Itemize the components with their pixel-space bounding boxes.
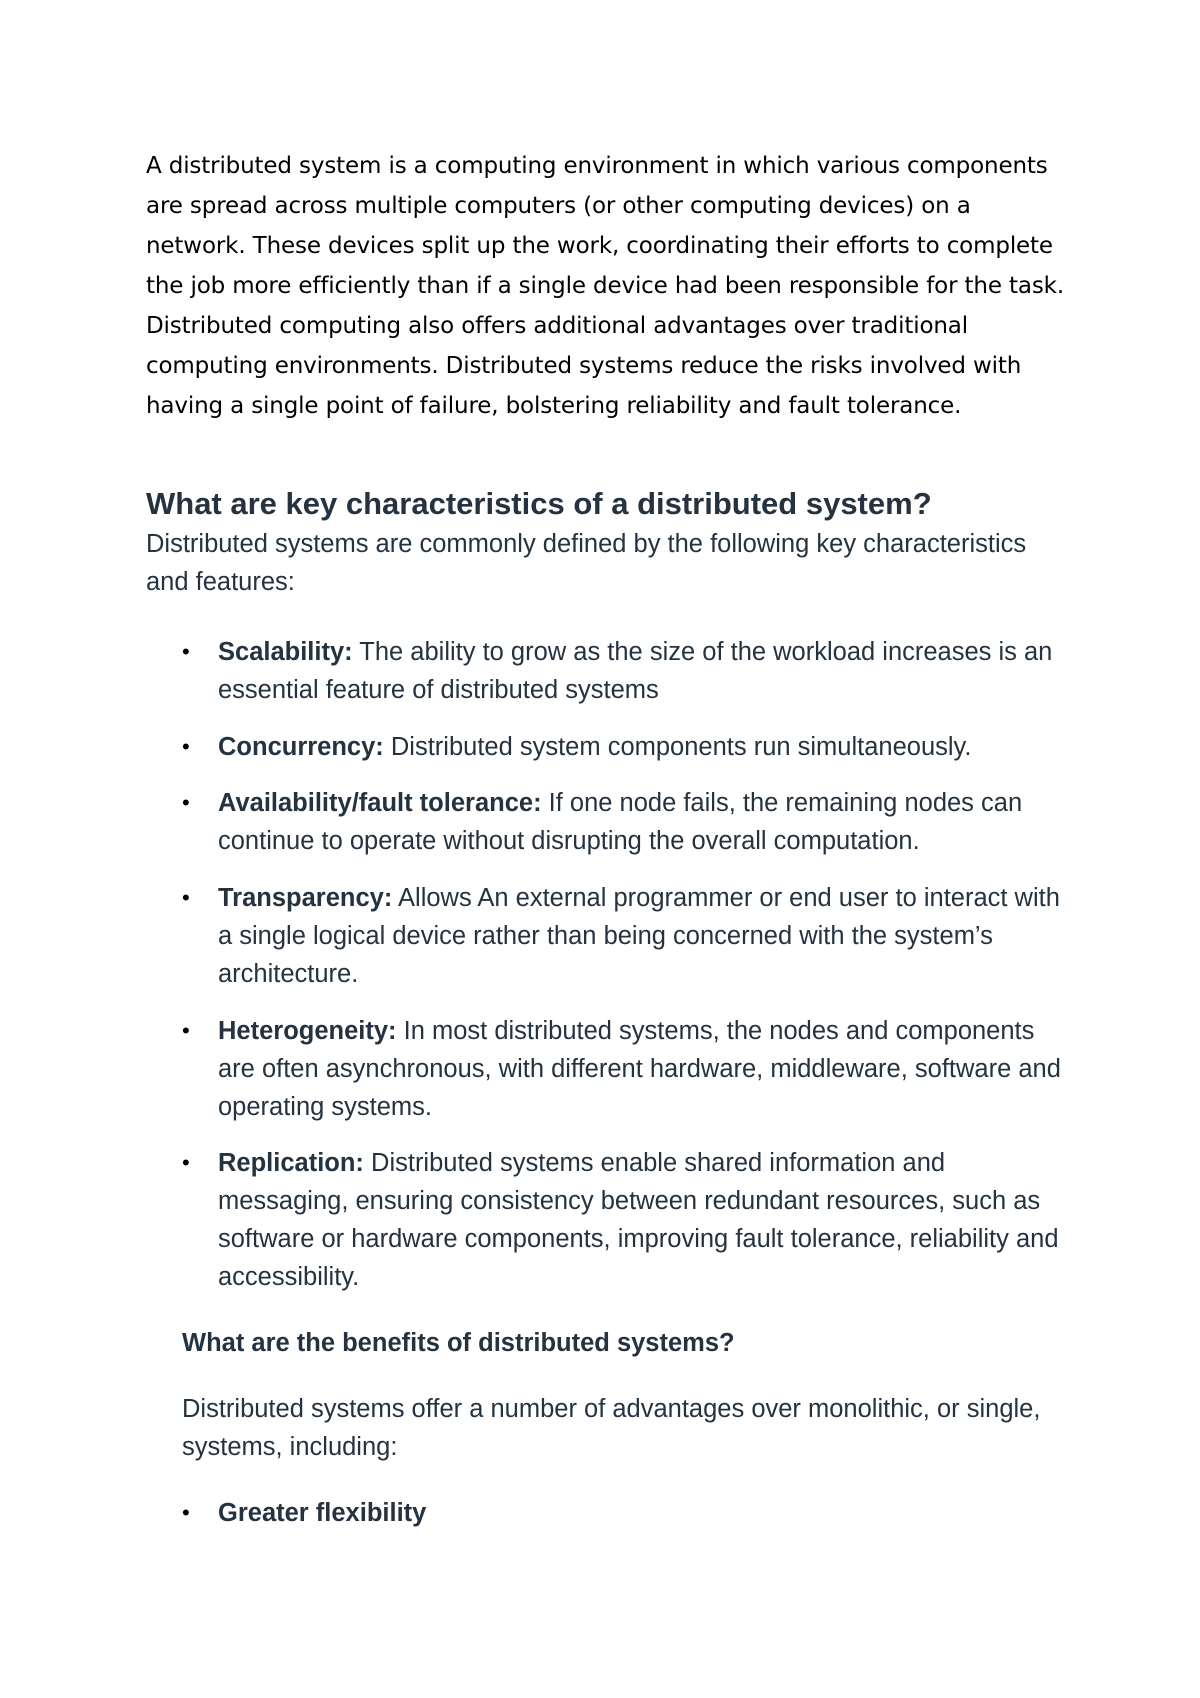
term-description: Distributed system components run simultaneously.	[383, 733, 972, 761]
term-label: Concurrency:	[218, 733, 384, 761]
bullet-icon: •	[182, 885, 190, 910]
term-description: Allows An external programmer or end user to interact with a single logical device rather than being concerned with the system’s architecture.	[218, 884, 1060, 988]
term-label: Availability/fault tolerance:	[218, 789, 542, 817]
term-description: In most distributed systems, the nodes and components are often asynchronous, with different hardware, middleware, software and operating systems.	[218, 1017, 1061, 1121]
term-label: Transparency:	[218, 884, 393, 912]
term-description: The ability to grow as the size of the workload increases is an essential feature of distributed systems	[218, 638, 1053, 704]
term-label: Greater flexibility	[218, 1499, 427, 1527]
bullet-icon: •	[182, 1500, 190, 1525]
term-description: Distributed systems enable shared information and messaging, ensuring consistency between redundant resources, such as software or hardware components, improving fault tolerance, reliability and accessibility.	[218, 1149, 1059, 1291]
bullet-icon: •	[182, 639, 190, 664]
benefits-heading: What are the benefits of distributed systems?	[182, 1329, 735, 1357]
term-description: If one node fails, the remaining nodes can continue to operate without disrupting the overall computation.	[218, 789, 1023, 855]
characteristics-heading: What are key characteristics of a distributed system?	[146, 486, 932, 521]
term-label: Heterogeneity:	[218, 1017, 397, 1045]
term-label: Scalability:	[218, 638, 353, 666]
bullet-icon: •	[182, 1150, 190, 1175]
term-label: Replication:	[218, 1149, 364, 1177]
intro-paragraph: A distributed system is a computing environment in which various components are spread across multiple computers (or other computing devices) on a network. These devices split up the work, coordinating their efforts to complete the job more efficiently than if a single device had been responsible for the task. Distributed computing also offers additional advantages over traditional computing environments. Distributed systems reduce the risks involved with having a single point of failure, bolstering reliability and fault tolerance.	[146, 153, 1064, 419]
bullet-icon: •	[182, 734, 190, 759]
bullet-icon: •	[182, 1018, 190, 1043]
characteristics-intro: Distributed systems are commonly defined by the following key characteristics and features:	[146, 530, 1027, 596]
bullet-icon: •	[182, 790, 190, 815]
benefits-intro: Distributed systems offer a number of advantages over monolithic, or single, systems, including:	[182, 1395, 1041, 1461]
list-item-greater-flexibility	[182, 1494, 1070, 1532]
